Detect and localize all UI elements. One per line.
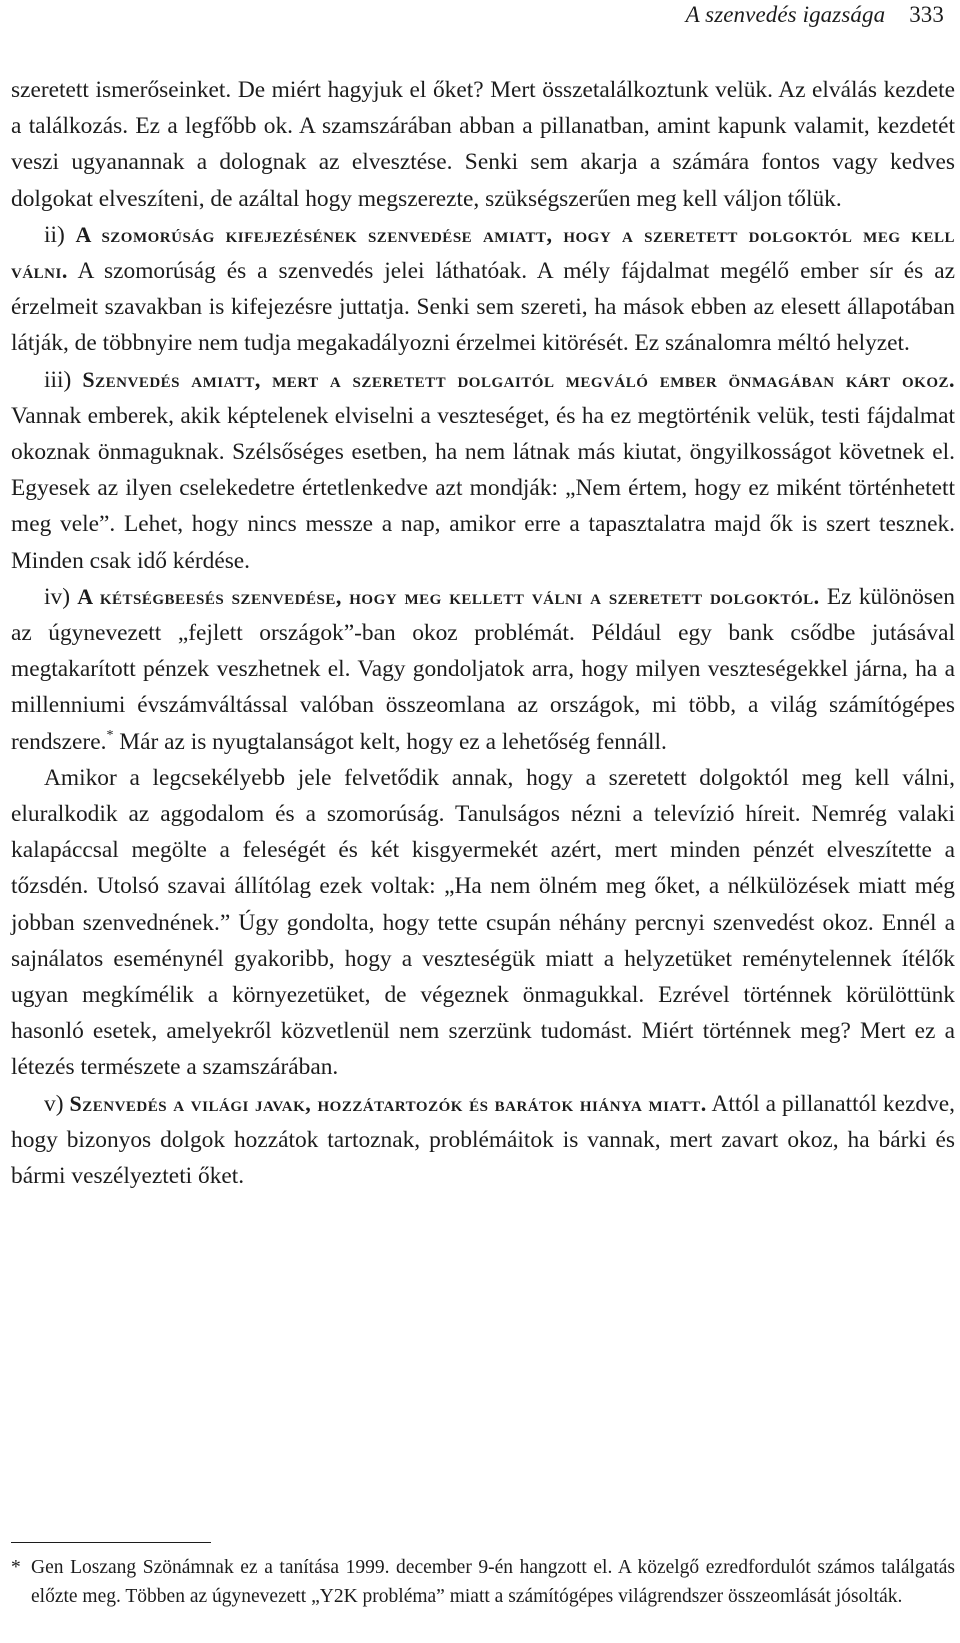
footnote <box>11 1553 955 1611</box>
running-title: A szenvedés igazsága <box>685 2 886 27</box>
item-text: Attól a pillanattól kezdve, hogy bizonyos dolgok hozzátok tartoznak, problémáitok is vannak, mert zavart okoz, ha bárki és bármi veszélyezteti őket. <box>11 1090 955 1190</box>
paragraph: Amikor a legcsekélyebb jele felvetődik annak, hogy a szeretett dolgoktól meg kell válni, eluralkodik az aggodalom és a szomorúság. Tanulságos nézni a televízió híreit. Nemrég valaki kalapáccsal megölte a feleségét és két kisgyermekét azért, mert minden pénzét elveszítette a tőzsdén. Utolsó szavai állítólag ezek voltak: „Ha nem ölném meg őket, a nélkülözések miatt még jobban szenvednének.” Úgy gondolta, hogy tette csupán néhány percnyi szenvedést okoz. Ennél a sajnálatos eseménynél gyakoribb, hogy a veszteségük miatt a helyzetüket reménytelennek ítélők ugyan megkímélik a környezetüket, de végeznek önmagukkal. Ezrével történnek körülöttünk hasonló esetek, amelyekről közvetlenül nem szerzünk tudomást. Miért történnek meg? Mert ez a létezés természete a szamszárában. <box>11 764 955 1081</box>
item-number: iii) <box>44 366 83 393</box>
paragraph-item-iv <box>11 579 955 760</box>
body-text <box>11 72 955 1194</box>
footnote-text: Gen Loszang Szönámnak ez a tanítása 1999. december 9-én hangzott el. A közelgő ezredfordulót számos találgatás előzte meg. Többen az úgynevezett „Y2K probléma” miatt a számítógépes világrendszer összeomlását jósolták. <box>31 1557 955 1607</box>
paragraph: szeretett ismerőseinket. De miért hagyjuk el őket? Mert összetalálkoztunk velük. Az elválás kezdete a találkozás. Ez a legfőbb ok. A szamszárában abban a pillanatban, amint kapunk valamit, kezdetét veszi ugyanannak a dolognak az elvesztése. Senki sem akarja a számára fontos vagy kedves dolgokat elveszíteni, de azáltal hogy megszerezte, szükségszerűen meg kell váljon tőlük. <box>11 77 955 212</box>
page-number: 333 <box>909 2 944 27</box>
item-number: ii) <box>44 221 76 248</box>
footnote-divider <box>11 1542 211 1543</box>
running-head <box>686 2 944 28</box>
item-text: Vannak emberek, akik képtelenek elviselni a veszteséget, és ha ez megtörténik velük, testi fájdalmat okoznak önmaguknak. Szélsőséges esetben, ha nem látnak más kiutat, öngyilkosságot követnek el. Egyesek az ilyen cselekedetre értetlenkedve azt mondják: „Nem értem, hogy ez miként történhetett meg vele”. Lehet, hogy nincs messze a nap, amikor erre a tapasztalatra majd ők is szert tesznek. Minden csak idő kérdése. <box>11 402 955 574</box>
footnote-mark: * <box>11 1557 21 1578</box>
footnote-reference[interactable]: * <box>106 727 114 743</box>
item-heading: A szomorúság kifejezésének szenvedése amiatt, hogy a szeretett dolgoktól meg kell válni. <box>11 221 955 284</box>
paragraph-item-iii <box>11 362 955 579</box>
item-number: iv) <box>44 583 78 610</box>
item-heading: Szenvedés amiatt, mert a szeretett dolgaitól megváló ember önmagában kárt okoz. <box>82 366 955 392</box>
paragraph-item-v <box>11 1086 955 1195</box>
item-text: Ez különösen az úgynevezett „fejlett országok”-ban okoz problémát. Például egy bank csődbe jutásával megtakarított pénzek veszhetnek el. Vagy gondoljatok arra, hogy milyen veszteségekkel járna, ha a millenniumi évszámváltással valóban összeomlana az országok, mi több, a világ számítógépes rendszere. <box>11 583 955 755</box>
paragraph-item-ii <box>11 217 955 362</box>
item-heading: Szenvedés a világi javak, hozzátartozók és barátok hiánya miatt. <box>69 1090 707 1116</box>
item-heading: A kétségbeesés szenvedése, hogy meg kellett válni a szeretett dolgoktól. <box>77 583 820 609</box>
item-text-tail: Már az is nyugtalanságot kelt, hogy ez a lehetőség fennáll. <box>113 728 667 755</box>
item-number: v) <box>44 1090 70 1117</box>
item-text: A szomorúság és a szenvedés jelei láthatóak. A mély fájdalmat megélő ember sír és az érzelmeit szavakban is kifejezésre juttatja. Senki sem szereti, ha mások ebben az elesett állapotában látják, de többnyire nem tudja megakadályozni érzelmei kitörését. Ez szánalomra méltó helyzet. <box>11 258 955 357</box>
